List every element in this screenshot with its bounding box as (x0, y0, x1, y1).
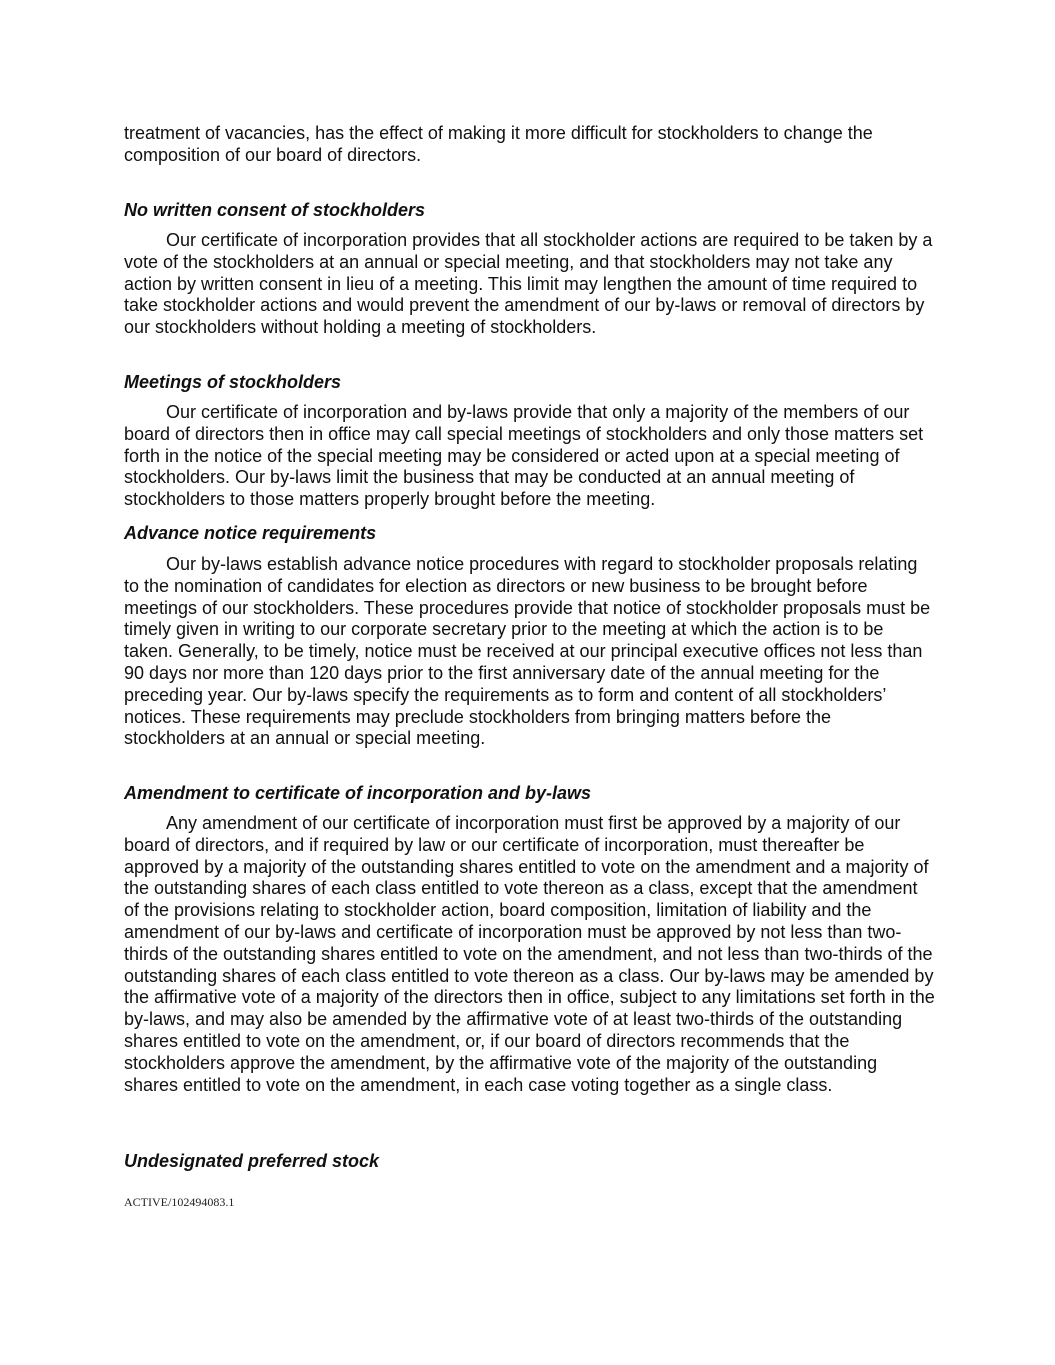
document-footer-id: ACTIVE/102494083.1 (124, 1195, 235, 1209)
section-heading-amendment: Amendment to certificate of incorporation and by-laws (124, 783, 592, 803)
section-heading-no-written-consent: No written consent of stockholders (124, 200, 426, 220)
section-heading-undesignated-preferred: Undesignated preferred stock (124, 1151, 380, 1171)
section-paragraph-amendment: Any amendment of our certificate of incorporation must first be approved by a majority of our board of directors, and if required by law or our certificate of incorporation, must thereafter be approved by a majority of the outstanding shares entitled to vote on the amendment and a majority of the outstanding shares of each class entitled to vote thereon as a class, except that the amendment of the provisions relating to stockholder action, board composition, limitation of liability and the amendment of our by-laws and certificate of incorporation must be approved by not less than two-thirds of the outstanding shares entitled to vote on the amendment, and not less than two-thirds of the outstanding shares of each class entitled to vote thereon as a class. Our by-laws may be amended by the affirmative vote of a majority of the directors then in office, subject to any limitations set forth in the by-laws, and may also be amended by the affirmative vote of at least two-thirds of the outstanding shares entitled to vote on the amendment, or, if our board of directors recommends that the stockholders approve the amendment, by the affirmative vote of the majority of the outstanding shares entitled to vote on the amendment, in each case voting together as a single class. (124, 813, 935, 1095)
section-heading-meetings: Meetings of stockholders (124, 372, 342, 392)
section-paragraph-advance-notice: Our by-laws establish advance notice procedures with regard to stockholder proposals relating to the nomination of candidates for election as directors or new business to be brought before meetings of our stockholders. These procedures provide that notice of stockholder proposals must be timely given in writing to our corporate secretary prior to the meeting at which the action is to be taken. Generally, to be timely, notice must be received at our principal executive offices not less than 90 days nor more than 120 days prior to the first anniversary date of the annual meeting for the preceding year. Our by-laws specify the requirements as to form and content of all stockholders’ notices. These requirements may preclude stockholders from bringing matters before the stockholders at an annual or special meeting. (124, 554, 931, 749)
section-paragraph-no-written-consent: Our certificate of incorporation provides that all stockholder actions are required to be taken by a vote of the stockholders at an annual or special meeting, and that stockholders may not take any action by written consent in lieu of a meeting. This limit may lengthen the amount of time required to take stockholder actions and would prevent the amendment of our by-laws or removal of directors by our stockholders without holding a meeting of stockholders. (124, 230, 933, 338)
intro-paragraph: treatment of vacancies, has the effect of making it more difficult for stockholders to change the composition of our board of directors. (124, 123, 873, 165)
section-heading-advance-notice: Advance notice requirements (124, 523, 377, 543)
section-paragraph-meetings: Our certificate of incorporation and by-laws provide that only a majority of the members of our board of directors then in office may call special meetings of stockholders and only those matters set forth in the notice of the special meeting may be considered or acted upon at a special meeting of stockholders. Our by-laws limit the business that may be conducted at an annual meeting of stockholders to those matters properly brought before the meeting. (124, 402, 924, 510)
